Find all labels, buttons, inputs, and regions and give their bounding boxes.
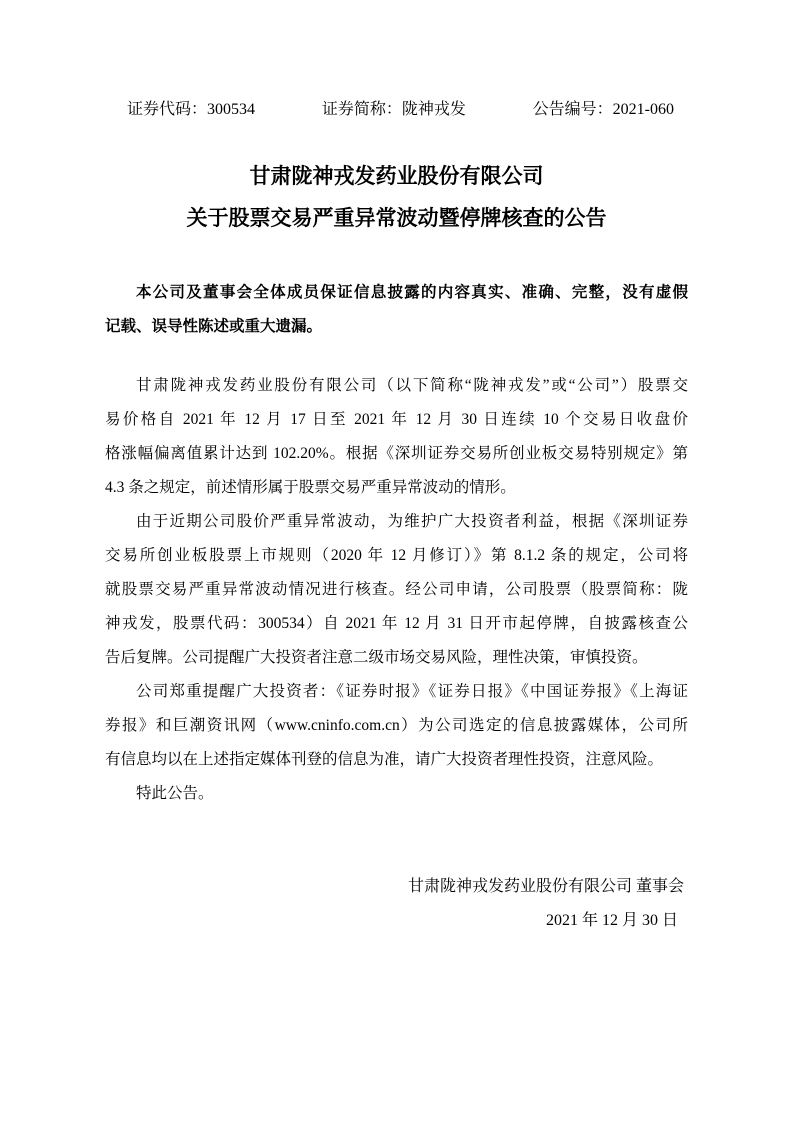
signature-date: 2021 年 12 月 30 日 xyxy=(545,912,678,929)
body-line: 格涨幅偏离值累计达到 102.20%。根据《深圳证券交易所创业板交易特别规定》第 xyxy=(105,445,688,462)
integrity-statement xyxy=(105,276,688,344)
announcement-no-label: 公告编号： xyxy=(532,101,613,118)
body-line: 券报》和巨潮资讯网（www.cninfo.com.cn）为公司选定的信息披露媒体，公司所 xyxy=(105,717,688,734)
stock-code-value: 300534 xyxy=(207,101,256,118)
body-line: 本公司及董事会全体成员保证信息披露的内容真实、准确、完整，没有虚假 xyxy=(136,284,688,301)
body-line: 交易所创业板股票上市规则（2020 年 12 月修订）》第 8.1.2 条的规定，公司将 xyxy=(105,547,688,564)
announcement-title: 关于股票交易严重异常波动暨停牌核查的公告 xyxy=(186,206,607,230)
body-line: 易价格自 2021 年 12 月 17 日至 2021 年 12 月 30 日连续 10 个交易日收盘价 xyxy=(105,411,688,428)
body-line: 公司郑重提醒广大投资者：《证券时报》《证券日报》《中国证券报》《上海证 xyxy=(136,683,688,700)
body-line: 有信息均以在上述指定媒体刊登的信息为准，请广大投资者理性投资，注意风险。 xyxy=(105,751,664,768)
document-body xyxy=(105,369,688,811)
signature-company: 甘肃陇神戎发药业股份有限公司 董事会 xyxy=(407,878,684,895)
body-line: 记载、误导性陈述或重大遗漏。 xyxy=(105,318,323,335)
body-line: 告后复牌。公司提醒广大投资者注意二级市场交易风险，理性决策，审慎投资。 xyxy=(105,649,648,666)
body-line: 甘肃陇神戎发药业股份有限公司（以下简称“陇神戎发”或“公司”）股票交 xyxy=(136,377,688,394)
stock-name-label: 证券简称： xyxy=(321,101,402,118)
announcement-no-value: 2021-060 xyxy=(612,101,674,118)
company-title: 甘肃陇神戎发药业股份有限公司 xyxy=(249,164,544,188)
signature-block xyxy=(105,870,688,938)
body-line: 由于近期公司股价严重异常波动，为维护广大投资者利益，根据《深圳证券 xyxy=(136,513,688,530)
body-line: 特此公告。 xyxy=(136,785,214,802)
stock-name-field xyxy=(322,100,466,120)
body-line: 就股票交易严重异常波动情况进行核查。经公司申请，公司股票（股票简称：陇 xyxy=(105,581,688,598)
stock-code-field xyxy=(127,100,255,120)
document-header xyxy=(105,100,688,120)
stock-name-value: 陇神戎发 xyxy=(401,101,466,118)
announcement-no-field xyxy=(533,100,674,120)
document-content xyxy=(105,100,688,938)
body-line: 神戎发，股票代码：300534）自 2021 年 12 月 31 日开市起停牌，自披露核查公 xyxy=(105,615,688,632)
body-line: 4.3 条之规定，前述情形属于股票交易严重异常波动的情形。 xyxy=(105,479,516,496)
stock-code-label: 证券代码： xyxy=(127,101,208,118)
